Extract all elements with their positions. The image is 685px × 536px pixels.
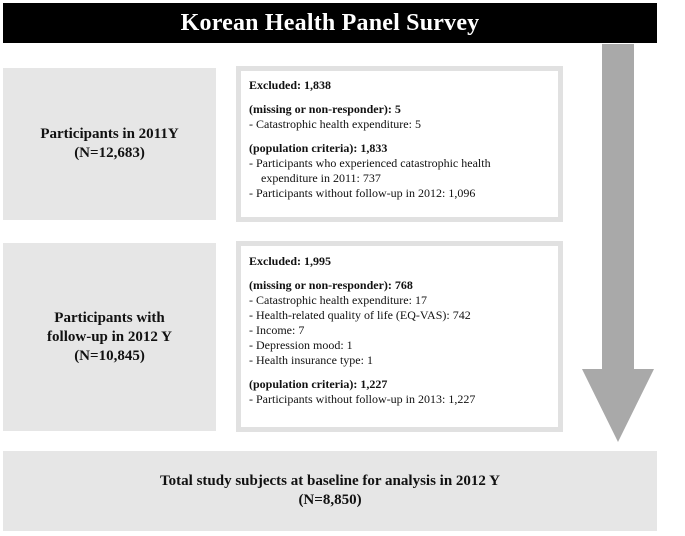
- excluded-box-2011: [236, 66, 563, 222]
- list-item: - Participants without follow-up in 2013: 1,227: [249, 392, 476, 406]
- population-2011-title: (population criteria): 1,833: [249, 141, 388, 155]
- total-subjects-count: (N=8,850): [298, 492, 362, 508]
- list-item: - Catastrophic health expenditure: 17: [249, 293, 427, 307]
- list-item: - Participants who experienced catastrophic health expenditure in 2011: 737: [249, 156, 491, 185]
- participants-2011-title: Participants in 2011Y: [40, 126, 179, 142]
- participants-2012-title-line1: Participants with: [54, 309, 165, 326]
- list-item: - Participants without follow-up in 2012: 1,096: [249, 186, 476, 200]
- page-title: Korean Health Panel Survey: [3, 3, 657, 43]
- total-subjects-box: [3, 451, 657, 531]
- population-2012-title: (population criteria): 1,227: [249, 377, 388, 391]
- list-item: - Health-related quality of life (EQ-VAS): 742: [249, 308, 471, 322]
- participants-2011-count: (N=12,683): [74, 145, 145, 161]
- list-item: - Health insurance type: 1: [249, 353, 373, 367]
- excluded-2011-title: Excluded: 1,838: [249, 78, 332, 92]
- participants-2012-count: (N=10,845): [74, 347, 145, 364]
- total-subjects-title: Total study subjects at baseline for analysis in 2012 Y: [160, 473, 500, 489]
- participants-2011-box: [3, 68, 216, 220]
- down-arrow-icon: [582, 44, 654, 444]
- participants-2012-title-line2: follow-up in 2012 Y: [47, 328, 172, 345]
- missing-2012-title: (missing or non-responder): 768: [249, 278, 413, 292]
- missing-2011-title: (missing or non-responder): 5: [249, 102, 401, 116]
- list-item: - Depression mood: 1: [249, 338, 353, 352]
- list-item: - Catastrophic health expenditure: 5: [249, 117, 421, 131]
- participants-2012-box: [3, 243, 216, 431]
- excluded-2012-title: Excluded: 1,995: [249, 254, 332, 268]
- list-item: - Income: 7: [249, 323, 305, 337]
- excluded-box-2012: [236, 241, 563, 432]
